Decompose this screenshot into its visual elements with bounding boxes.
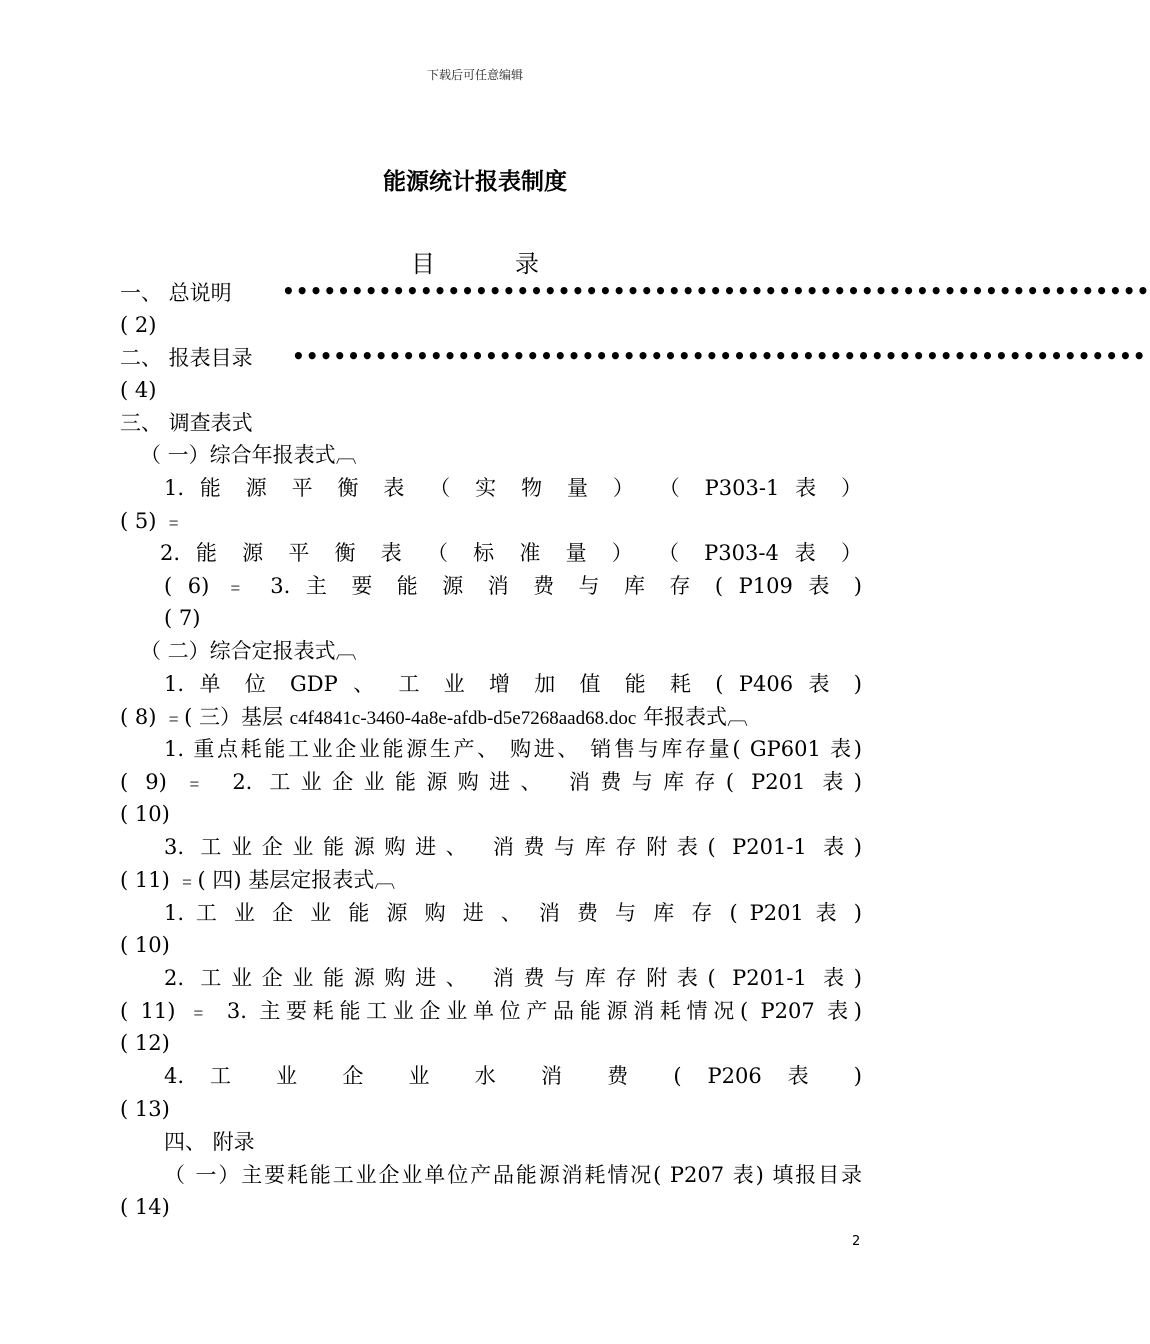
toc-line <box>120 1094 862 1124</box>
toc-line <box>120 767 862 797</box>
toc-line <box>120 506 862 536</box>
toc-line <box>120 702 862 732</box>
toc-line <box>164 1160 862 1190</box>
toc-line <box>120 408 862 438</box>
toc-entry-text: （ 一）主要耗能工业企业单位产品能源消耗情况( P207 表) 填报目录 <box>164 1163 862 1187</box>
toc-entry-text: ( 11) ﹦ 3. 主要耗能工业企业单位产品能源消耗情况( P207 表) <box>120 999 862 1023</box>
toc-line <box>164 963 862 993</box>
toc-entry-text: ( 11) ﹦( 四) 基层定报表式︹ <box>120 868 396 892</box>
toc-line <box>140 636 862 666</box>
toc-line <box>120 930 862 960</box>
toc-line <box>120 343 1147 373</box>
toc-entry-text: ( 13) <box>120 1097 170 1121</box>
toc-entry-text: 二、 报表目录 <box>120 346 253 370</box>
toc-line <box>164 669 862 699</box>
toc-line <box>140 440 862 470</box>
toc-line <box>120 310 862 340</box>
toc-leader-dots: ••••••••••••••••••••••••••••••••••••••••••••••••••••••••••••••• <box>282 279 1150 303</box>
toc-entry-text: ( 9) ﹦ 2. 工业企业能源购进、 消费与库存( P201 表) <box>120 770 862 794</box>
toc-entry-text: ( 12) <box>120 1031 170 1055</box>
toc-entry-text: 三、 调查表式 <box>120 411 253 435</box>
toc-entry-text: ( 14) <box>120 1195 170 1219</box>
toc-line <box>164 571 862 601</box>
toc-entry-text: ( 6) ﹦ 3. 主 要 能 源 消 费 与 库 存 ( P109 表 ) <box>164 574 862 598</box>
toc-line <box>164 898 862 928</box>
page-number: 2 <box>852 1234 861 1249</box>
toc-heading-char-2: 录 <box>515 250 539 278</box>
toc-entry-text: 四、 附录 <box>164 1130 255 1154</box>
document-title: 能源统计报表制度 <box>383 169 567 195</box>
toc-entry-text: ( 10) <box>120 933 170 957</box>
toc-line <box>164 1127 862 1157</box>
toc-entry-text: ( 5) ﹦ <box>120 509 185 533</box>
toc-line <box>164 832 862 862</box>
toc-leader-dots: •••••••••••••••••••••••••••••••••••••••••••••••••••••••••••••• <box>292 344 1147 368</box>
toc-entry-text: （ 二）综合定报表式︹ <box>140 639 357 663</box>
toc-line <box>164 1061 862 1091</box>
toc-entry-text: ( 7) <box>164 606 201 630</box>
toc-heading <box>0 244 950 279</box>
toc-line <box>120 1192 862 1222</box>
toc-line <box>164 473 862 503</box>
header-note: 下载后可任意编辑 <box>426 68 523 82</box>
toc-entry-text: 1. 工 业 企 业 能 源 购 进 、 消 费 与 库 存 ( P201 表 ) <box>164 901 862 925</box>
toc-entry-text: 一、 总说明 <box>120 281 232 305</box>
toc-line <box>120 1028 862 1058</box>
toc-doc-filename: c4f4841c-3460-4a8e-afdb-d5e7268aad68.doc <box>289 708 637 729</box>
toc-entry-text: 年报表式︹ <box>642 705 748 729</box>
toc-entry-text: 2. 工业企业能源购进、 消费与库存附表( P201-1 表) <box>164 966 862 990</box>
toc-entry-text: 1. 重点耗能工业企业能源生产、 购进、 销售与库存量( GP601 表) <box>164 737 862 761</box>
toc-entry-text: 3. 工业企业能源购进、 消费与库存附表( P201-1 表) <box>164 835 862 859</box>
toc-entry-text: （ 一）综合年报表式︹ <box>140 443 357 467</box>
toc-entry-text: ( 10) <box>120 802 170 826</box>
toc-line <box>120 375 862 405</box>
toc-line <box>164 603 906 633</box>
toc-line <box>120 799 862 829</box>
toc-line <box>120 996 862 1026</box>
toc-heading-char-1: 目 <box>411 250 435 278</box>
toc-entry-text: 1. 单 位 GDP 、 工 业 增 加 值 能 耗 ( P406 表 ) <box>164 672 862 696</box>
toc-line <box>164 734 862 764</box>
toc-line <box>160 538 862 568</box>
toc-line <box>120 865 862 895</box>
toc-entry-text: ( 4) <box>120 378 157 402</box>
toc-entry-text: ( 2) <box>120 313 157 337</box>
toc-entry-text: ( 8) ﹦( 三）基层 <box>120 705 283 729</box>
toc-entry-text: 4. 工 业 企 业 水 消 费 ( P206 表 ) <box>164 1064 862 1088</box>
toc-entry-text: 2. 能 源 平 衡 表 （ 标 准 量 ） （ P303-4 表 ） <box>160 541 862 565</box>
toc-entry-text: 1. 能 源 平 衡 表 （ 实 物 量 ） （ P303-1 表 ） <box>164 476 862 500</box>
toc-line <box>120 278 1150 308</box>
